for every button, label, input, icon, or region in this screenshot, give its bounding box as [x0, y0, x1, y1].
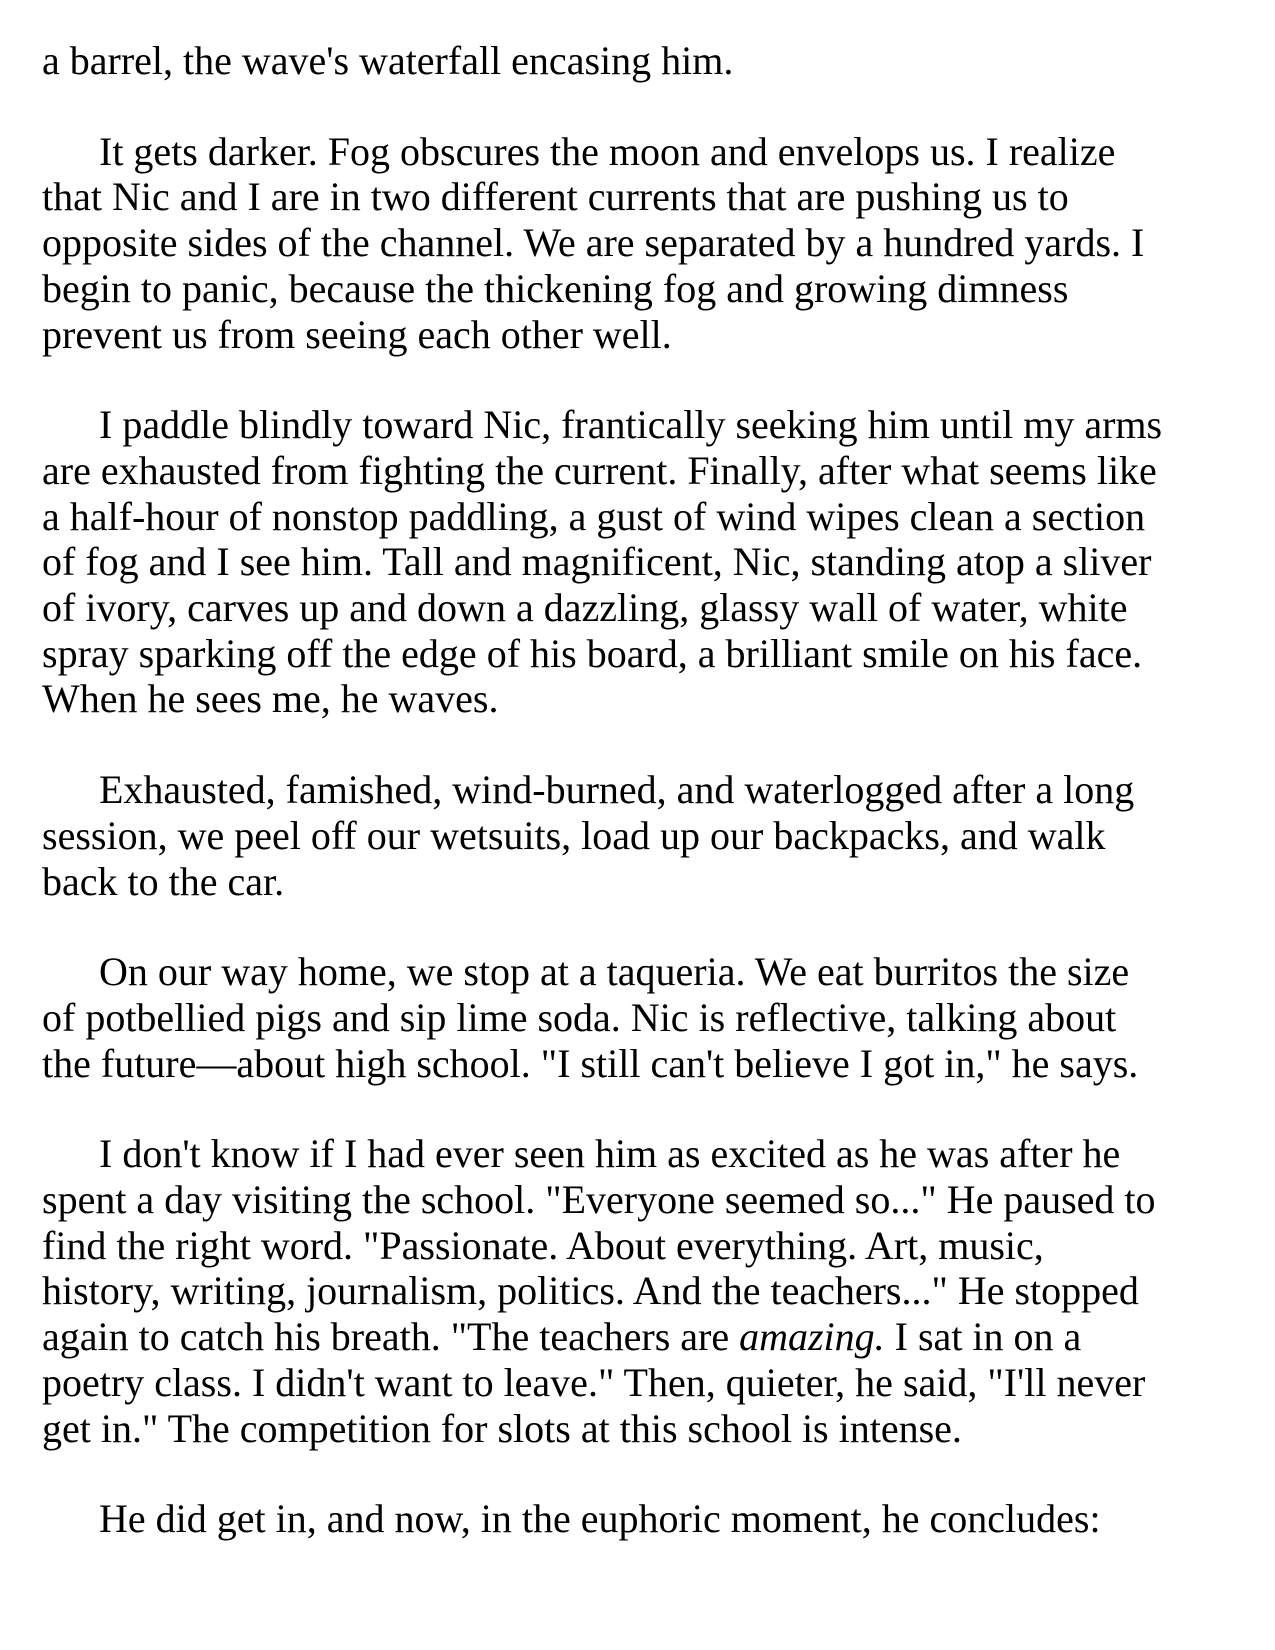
italic-emphasis: amazing.: [739, 1314, 885, 1360]
paragraph-5: [42, 949, 1242, 1086]
text-line: the future—about high school. "I still can't believe I got in," he says.: [42, 1040, 1139, 1086]
text-line: When he sees me, he waves.: [42, 676, 499, 722]
text-line: I don't know if I had ever seen him as excited as he was after he: [99, 1131, 1121, 1177]
text-line: poetry class. I didn't want to leave." Then, quieter, he said, "I'll never: [42, 1359, 1146, 1405]
text-line: session, we peel off our wetsuits, load up our backpacks, and walk: [42, 812, 1106, 858]
text-line: of fog and I see him. Tall and magnificent, Nic, standing atop a sliver: [42, 539, 1152, 585]
paragraph-6: [42, 1131, 1242, 1451]
text-line: of ivory, carves up and down a dazzling, glassy wall of water, white: [42, 585, 1128, 631]
text-line: It gets darker. Fog obscures the moon and envelops us. I realize: [99, 128, 1116, 174]
text-line: back to the car.: [42, 858, 285, 904]
text-segment: again to catch his breath. "The teachers are: [42, 1314, 740, 1360]
text-line: prevent us from seeing each other well.: [42, 311, 672, 357]
text-line: I paddle blindly toward Nic, frantically seeking him until my arms: [99, 402, 1163, 448]
book-page: [42, 38, 1242, 1587]
text-line: of potbellied pigs and sip lime soda. Nic is reflective, talking about: [42, 994, 1117, 1040]
text-line: are exhausted from fighting the current. Finally, after what seems like: [42, 447, 1157, 493]
text-line: a barrel, the wave's waterfall encasing him.: [42, 38, 734, 83]
paragraph-4: [42, 767, 1242, 904]
text-line: get in." The competition for slots at this school is intense.: [42, 1405, 962, 1451]
text-line: find the right word. "Passionate. About everything. Art, music,: [42, 1222, 1044, 1268]
paragraph-3: [42, 402, 1242, 722]
text-line: [42, 1314, 1242, 1360]
text-segment: I sat in on a: [884, 1314, 1082, 1360]
text-line: On our way home, we stop at a taqueria. We eat burritos the size: [99, 949, 1130, 995]
text-line: spray sparking off the edge of his board, a brilliant smile on his face.: [42, 630, 1143, 676]
paragraph-2: [42, 129, 1242, 358]
text-line: Exhausted, famished, wind-burned, and waterlogged after a long: [99, 767, 1135, 813]
paragraph-1: [42, 38, 1242, 84]
text-line: history, writing, journalism, politics. And the teachers..." He stopped: [42, 1268, 1139, 1314]
text-line: a half-hour of nonstop paddling, a gust of wind wipes clean a section: [42, 493, 1146, 539]
text-line: that Nic and I are in two different currents that are pushing us to: [42, 174, 1069, 220]
text-line: opposite sides of the channel. We are separated by a hundred yards. I: [42, 220, 1145, 266]
text-line: He did get in, and now, in the euphoric moment, he concludes:: [99, 1496, 1101, 1542]
paragraph-7: [42, 1496, 1242, 1542]
text-line: spent a day visiting the school. "Everyone seemed so..." He paused to: [42, 1177, 1156, 1223]
text-line: begin to panic, because the thickening fog and growing dimness: [42, 265, 1069, 311]
